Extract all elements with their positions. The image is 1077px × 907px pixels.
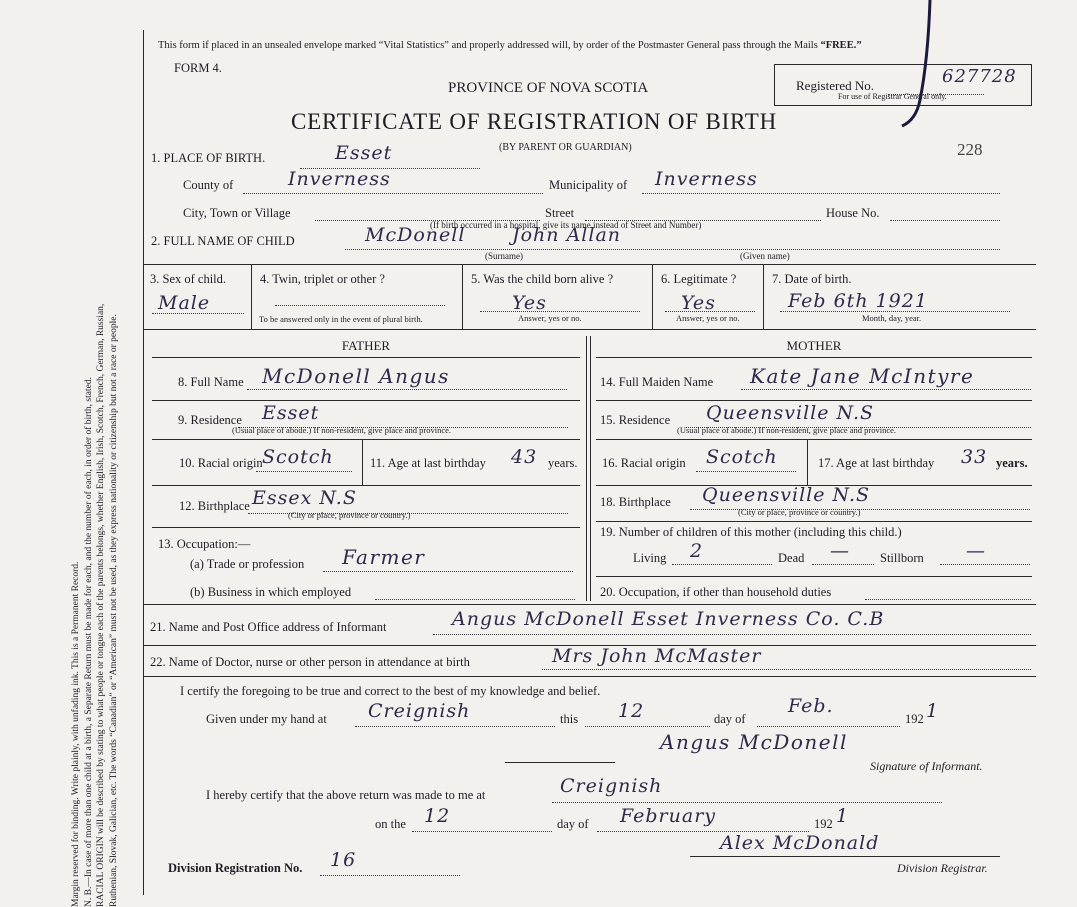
father-racial-label: 10. Racial origin	[179, 456, 263, 470]
informant-top-rule	[143, 604, 1036, 605]
father-age-divider	[362, 440, 363, 485]
alive-value: Yes	[512, 292, 547, 314]
county-value: Inverness	[288, 168, 391, 190]
dead-line	[812, 564, 874, 565]
form-number: FORM 4.	[174, 61, 222, 75]
legitimate-label: 6. Legitimate ?	[661, 272, 737, 286]
division-label: Division Registration No.	[168, 861, 303, 875]
row3-divider-3	[652, 264, 653, 329]
margin-line-2: N. B.—In case of more than one child at a birth, a Separate Return must be made for each, and the number of each, in order of birth, stated.	[83, 377, 94, 907]
dob-line	[780, 311, 1010, 312]
occupation-label: 13. Occupation:—	[158, 537, 251, 551]
mother-age-label: 17. Age at last birthday	[818, 456, 935, 470]
row3-top-rule	[143, 264, 1036, 265]
registrar-month-value: February	[620, 805, 717, 827]
father-age-label: 11. Age at last birthday	[370, 456, 486, 470]
informant-signature-caption: Signature of Informant.	[870, 759, 983, 773]
on-the-label: on the	[375, 817, 406, 831]
registrar-place-value: Creignish	[560, 775, 663, 797]
registrar-signature-caption: Division Registrar.	[897, 861, 988, 875]
child-name-line	[345, 249, 1000, 250]
house-label: House No.	[826, 206, 880, 220]
legitimate-note: Answer, yes or no.	[676, 313, 740, 323]
father-name-line	[247, 389, 567, 390]
father-residence-label: 9. Residence	[178, 413, 242, 427]
mother-racial-label: 16. Racial origin	[602, 456, 686, 470]
alive-note: Answer, yes or no.	[518, 313, 582, 323]
registered-label: Registered No.	[796, 78, 874, 93]
mother-birthplace-value: Queensville N.S	[702, 484, 871, 506]
mother-birthplace-note: (City or place, province or country.)	[738, 507, 861, 517]
given-place-value: Creignish	[368, 700, 471, 722]
doctor-label: 22. Name of Doctor, nurse or other person in attendance at birth	[150, 655, 470, 669]
mother-heading-rule	[596, 357, 1032, 358]
left-frame-line	[143, 30, 144, 895]
father-age-value: 43	[511, 446, 538, 468]
registrar-signature: Alex McDonald	[720, 832, 880, 854]
mother-name-line	[741, 389, 1031, 390]
registrar-place-line	[552, 802, 942, 803]
mother-rule-5	[596, 576, 1032, 577]
father-racial-line	[256, 471, 352, 472]
father-birthplace-label: 12. Birthplace	[179, 499, 250, 513]
city-label: City, Town or Village	[183, 206, 291, 220]
twin-line	[275, 305, 445, 306]
registrar-signature-rule	[690, 856, 1000, 857]
mother-name-value: Kate Jane McIntyre	[750, 364, 975, 388]
given-under-label: Given under my hand at	[206, 712, 327, 726]
hospital-note: (If birth occurred in a hospital, give its name instead of Street and Number)	[430, 220, 702, 230]
given-day-line	[585, 726, 710, 727]
county-line	[243, 193, 543, 194]
twin-label: 4. Twin, triplet or other ?	[260, 272, 385, 286]
day-of-label: day of	[714, 712, 746, 726]
dob-label: 7. Date of birth.	[772, 272, 852, 286]
certify-top-rule	[143, 676, 1036, 677]
house-line	[890, 220, 1000, 221]
dob-value: Feb 6th 1921	[788, 290, 928, 312]
margin-line-3: RACIAL ORIGIN will be described by stating to what people or tongue each of the parents belongs, whether English, Irish, Scotch, French, German, Russian,	[96, 303, 106, 907]
municipality-label: Municipality of	[549, 178, 628, 192]
father-birthplace-note: (City or place, province or country.)	[288, 510, 411, 520]
informant-line	[433, 634, 1031, 635]
row3-bottom-rule	[143, 329, 1036, 330]
given-year-prefix: 192	[905, 712, 924, 726]
father-heading: FATHER	[341, 338, 391, 353]
father-birthplace-value: Essex N.S	[252, 487, 357, 509]
certificate-title: CERTIFICATE OF REGISTRATION OF BIRTH	[291, 109, 778, 134]
living-line	[672, 564, 772, 565]
dead-value: —	[830, 540, 850, 562]
father-name-label: 8. Full Name	[178, 375, 244, 389]
mother-abode-note: (Usual place of abode.) If non-resident, give place and province.	[677, 425, 897, 435]
dead-label: Dead	[778, 551, 805, 565]
registrar-year-digit: 1	[836, 805, 850, 827]
stillborn-line	[940, 564, 1030, 565]
informant-label: 21. Name and Post Office address of Informant	[150, 620, 387, 634]
given-day-value: 12	[618, 700, 645, 722]
street-label: Street	[545, 206, 575, 220]
stillborn-value: —	[966, 540, 986, 562]
margin-line-1: Margin reserved for binding. Write plainly, with unfading ink. This is a Permanent Record.	[71, 561, 81, 907]
certify-short-rule	[505, 762, 615, 763]
child-given-name: John Allan	[512, 224, 622, 246]
father-heading-rule	[152, 357, 580, 358]
division-line	[320, 875, 460, 876]
mother-heading: MOTHER	[786, 338, 842, 353]
sex-label: 3. Sex of child.	[150, 272, 227, 286]
mother-age-divider	[807, 440, 808, 485]
mother-years-label: years.	[996, 456, 1028, 470]
father-name-value: McDonell Angus	[262, 364, 450, 388]
registrar-day-line	[412, 831, 552, 832]
postal-note-free: “FREE.”	[820, 40, 862, 51]
parents-center-divider	[586, 336, 591, 601]
ink-stroke-mark	[890, 0, 940, 135]
mother-residence-label: 15. Residence	[600, 413, 671, 427]
registrar-statement: I hereby certify that the above return was made to me at	[206, 788, 486, 802]
certify-statement: I certify the foregoing to be true and correct to the best of my knowledge and belief.	[180, 684, 601, 698]
legitimate-value: Yes	[681, 292, 716, 314]
row3-divider-4	[763, 264, 764, 329]
given-month-value: Feb.	[788, 695, 834, 717]
trade-value: Farmer	[342, 545, 426, 569]
registered-note: For use of Registrar General only.	[838, 92, 947, 101]
father-rule-3	[152, 485, 580, 486]
living-value: 2	[690, 540, 704, 562]
mother-occupation-line	[865, 599, 1031, 600]
children-count-label: 19. Number of children of this mother (including this child.)	[600, 525, 902, 539]
father-abode-note: (Usual place of abode.) If non-resident, give place and province.	[232, 425, 452, 435]
living-label: Living	[633, 551, 667, 565]
informant-value: Angus McDonell Esset Inverness Co. C.B	[452, 608, 885, 630]
registrar-year-prefix: 192	[814, 817, 833, 831]
alive-line	[480, 311, 640, 312]
surname-caption: (Surname)	[485, 251, 523, 261]
given-year-digit: 1	[926, 700, 940, 722]
father-racial-value: Scotch	[262, 446, 334, 468]
mother-rule-1	[596, 400, 1032, 401]
mother-occupation-label: 20. Occupation, if other than household duties	[600, 585, 832, 599]
alive-label: 5. Was the child born alive ?	[471, 272, 614, 286]
doctor-value: Mrs John McMaster	[552, 645, 762, 667]
father-rule-1	[152, 400, 580, 401]
registered-number: 627728	[942, 66, 1017, 87]
registrar-day-value: 12	[424, 805, 451, 827]
stillborn-label: Stillborn	[880, 551, 924, 565]
given-name-caption: (Given name)	[740, 251, 790, 261]
dob-note: Month, day, year.	[862, 313, 922, 323]
sex-line	[152, 313, 244, 314]
twin-note: To be answered only in the event of plural birth.	[259, 314, 423, 324]
mother-racial-value: Scotch	[706, 446, 778, 468]
registrar-day-of-label: day of	[557, 817, 589, 831]
legitimate-line	[665, 311, 755, 312]
place-value: Esset	[335, 142, 393, 164]
father-rule-4	[152, 527, 580, 528]
given-place-line	[355, 726, 555, 727]
trade-label: (a) Trade or profession	[190, 557, 305, 571]
father-years-label: years.	[548, 456, 578, 470]
mother-residence-value: Queensville N.S	[706, 402, 875, 424]
row3-divider-2	[462, 264, 463, 329]
trade-line	[323, 571, 573, 572]
sex-value: Male	[158, 292, 211, 314]
father-residence-value: Esset	[262, 402, 320, 424]
municipality-line	[642, 193, 1000, 194]
informant-signature: Angus McDonell	[660, 730, 848, 754]
county-label: County of	[183, 178, 234, 192]
municipality-value: Inverness	[655, 168, 758, 190]
division-value: 16	[330, 849, 357, 871]
mother-age-value: 33	[961, 446, 988, 468]
child-surname: McDonell	[365, 224, 466, 246]
province-heading: PROVINCE OF NOVA SCOTIA	[448, 80, 649, 96]
business-line	[375, 599, 575, 600]
mother-name-label: 14. Full Maiden Name	[600, 375, 714, 389]
margin-line-4: Ruthenian, Slovak, Galician, etc. The words “Canadian” or “American” must not be used, as they express nationality or citizenship but not a race or people.	[108, 314, 119, 907]
row3-divider-1	[251, 264, 252, 329]
place-label: 1. PLACE OF BIRTH.	[151, 151, 266, 165]
mother-birthplace-label: 18. Birthplace	[600, 495, 671, 509]
father-rule-2	[152, 439, 580, 440]
postal-note-text: This form if placed in an unsealed envelope marked “Vital Statistics” and properly addressed will, by order of the Postmaster General pass through the Mails	[158, 40, 818, 51]
mother-rule-4	[596, 521, 1032, 522]
doctor-line	[542, 669, 1031, 670]
child-name-label: 2. FULL NAME OF CHILD	[151, 234, 295, 248]
given-month-line	[757, 726, 900, 727]
business-label: (b) Business in which employed	[190, 585, 352, 599]
binding-margin-notes	[70, 0, 150, 907]
mother-rule-2	[596, 439, 1032, 440]
this-label: this	[560, 712, 579, 726]
side-number: 228	[957, 140, 983, 159]
postal-note	[158, 40, 862, 51]
certificate-subtitle: (BY PARENT OR GUARDIAN)	[499, 142, 632, 153]
mother-racial-line	[696, 471, 796, 472]
